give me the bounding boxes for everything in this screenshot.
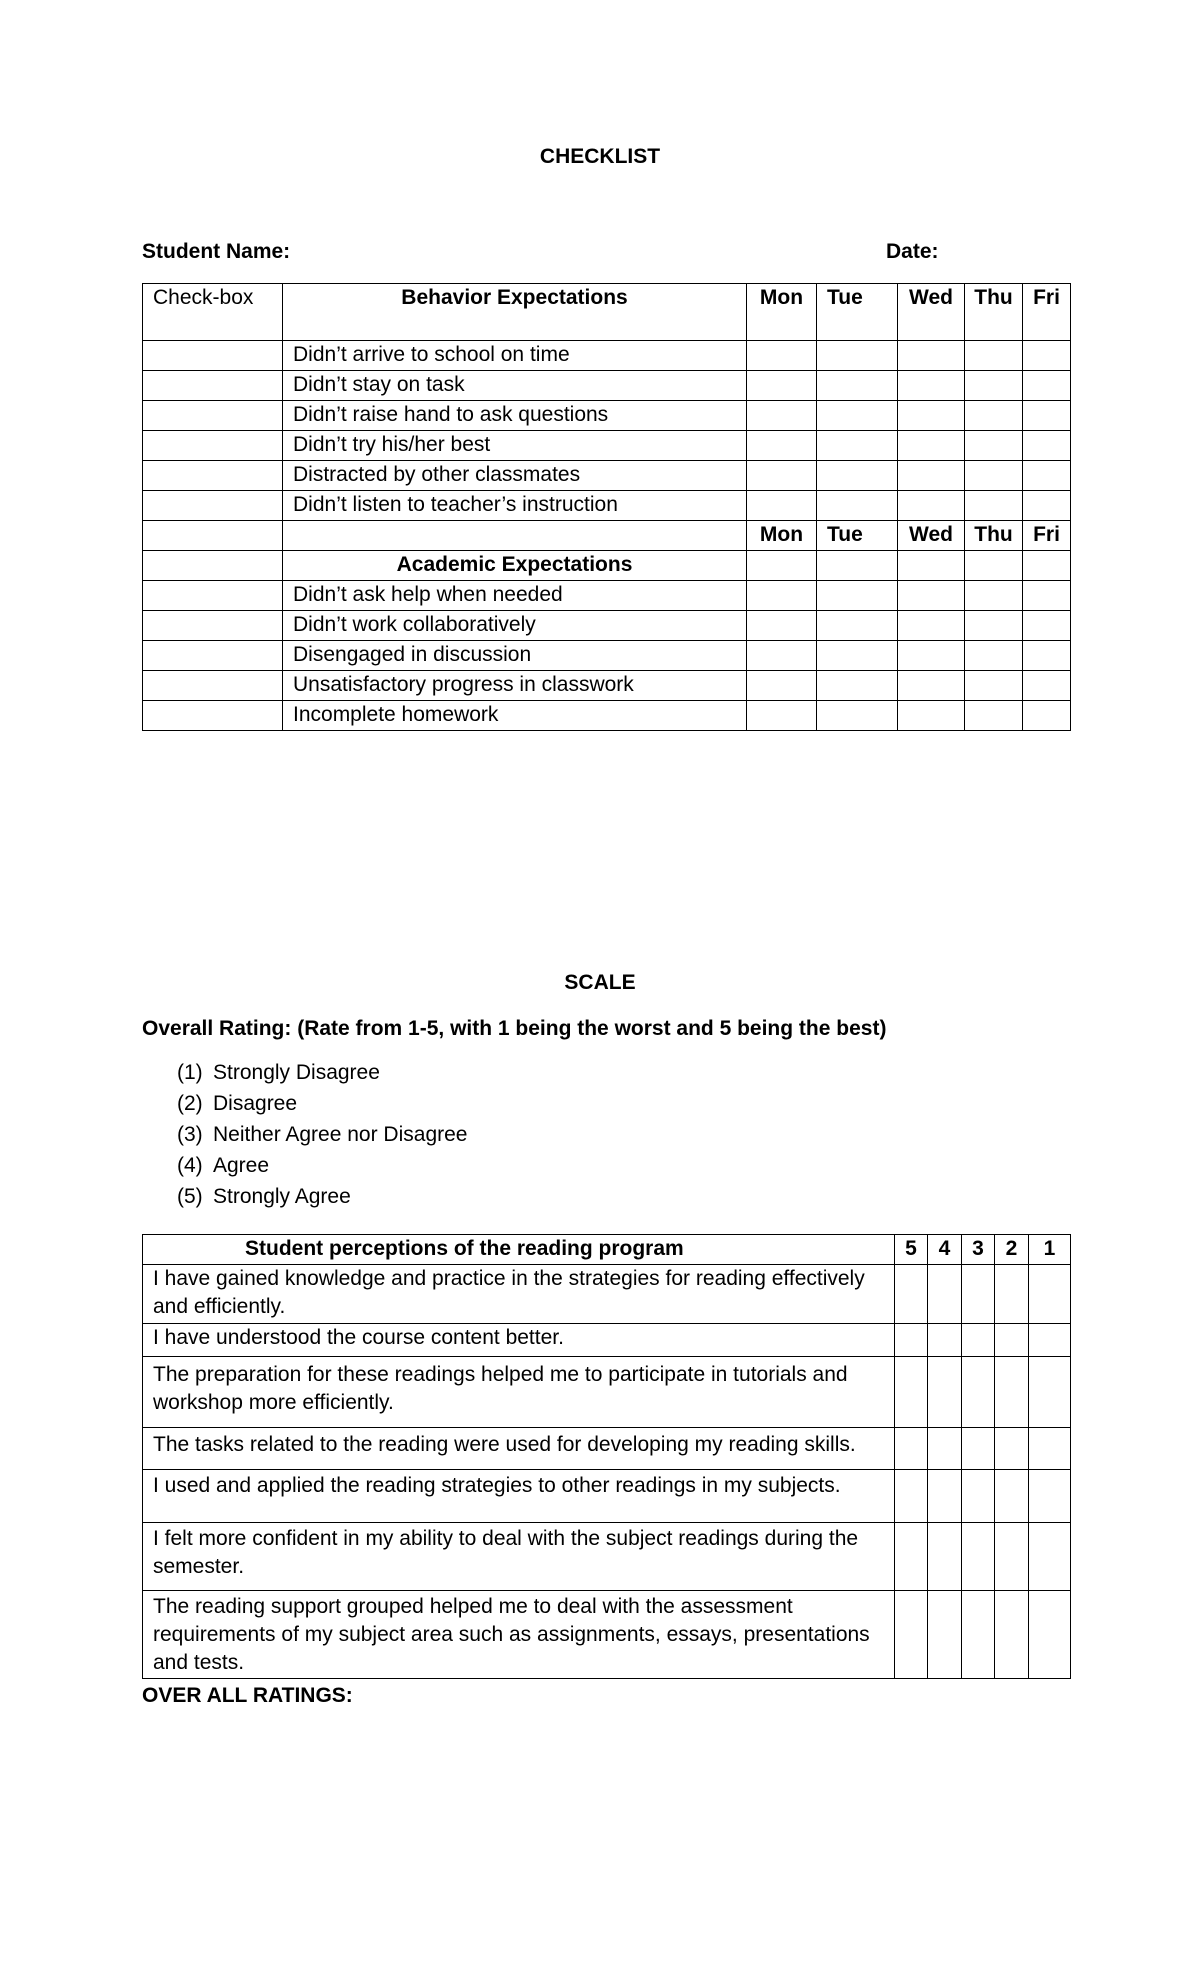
rating-cell[interactable] <box>962 1265 995 1324</box>
day-header-mon: Mon <box>747 284 817 341</box>
day-header-tue: Tue <box>817 284 898 341</box>
day-header-thu: Thu <box>965 521 1023 551</box>
rating-cell[interactable] <box>895 1523 928 1591</box>
rating-cell[interactable] <box>895 1324 928 1357</box>
rating-cell[interactable] <box>895 1591 928 1679</box>
day-cell[interactable] <box>1023 341 1071 371</box>
table-row <box>143 641 1071 671</box>
statement: I felt more confident in my ability to deal with the subject readings during the semester. <box>143 1523 895 1591</box>
table-row <box>143 1324 1071 1357</box>
checkbox-cell[interactable] <box>143 371 283 401</box>
day-cell[interactable] <box>817 641 898 671</box>
rating-cell[interactable] <box>962 1324 995 1357</box>
overall-ratings-label: OVER ALL RATINGS: <box>142 1684 353 1707</box>
rating-cell[interactable] <box>995 1265 1029 1324</box>
day-header-fri: Fri <box>1023 284 1071 341</box>
checklist-header-row <box>143 284 1071 341</box>
day-cell[interactable] <box>898 341 965 371</box>
day-cell[interactable] <box>965 671 1023 701</box>
rating-label: Strongly Agree <box>213 1185 351 1208</box>
rating-number: (3) <box>177 1123 203 1146</box>
list-item <box>177 1150 467 1181</box>
rating-cell[interactable] <box>1029 1523 1071 1591</box>
day-cell[interactable] <box>1023 701 1071 731</box>
day-header-wed: Wed <box>898 521 965 551</box>
table-row <box>143 1265 1071 1324</box>
table-row <box>143 1428 1071 1470</box>
day-cell[interactable] <box>1023 581 1071 611</box>
academic-item: Didn’t work collaboratively <box>283 611 747 641</box>
table-row <box>143 671 1071 701</box>
rating-col-2: 2 <box>995 1235 1029 1265</box>
rating-cell[interactable] <box>928 1428 962 1470</box>
day-cell[interactable] <box>747 401 817 431</box>
day-cell[interactable] <box>898 581 965 611</box>
day-cell[interactable] <box>965 371 1023 401</box>
day-cell[interactable] <box>965 581 1023 611</box>
statement: I used and applied the reading strategies to other readings in my subjects. <box>143 1470 895 1523</box>
day-cell[interactable] <box>898 431 965 461</box>
student-name-label: Student Name: <box>142 240 291 263</box>
day-cell[interactable] <box>817 611 898 641</box>
day-cell[interactable] <box>747 431 817 461</box>
checkbox-cell[interactable] <box>143 641 283 671</box>
perceptions-header-row <box>143 1235 1071 1265</box>
rating-cell[interactable] <box>895 1470 928 1523</box>
checkbox-cell[interactable] <box>143 701 283 731</box>
day-cell[interactable] <box>898 641 965 671</box>
rating-label: Neither Agree nor Disagree <box>213 1123 468 1146</box>
rating-cell[interactable] <box>895 1265 928 1324</box>
rating-label: Disagree <box>213 1092 298 1115</box>
rating-cell[interactable] <box>995 1523 1029 1591</box>
academic-item: Incomplete homework <box>283 701 747 731</box>
rating-number: (5) <box>177 1185 203 1208</box>
rating-cell[interactable] <box>995 1324 1029 1357</box>
day-cell[interactable] <box>817 461 898 491</box>
day-cell[interactable] <box>1023 641 1071 671</box>
day-cell[interactable] <box>898 551 965 581</box>
table-row <box>143 371 1071 401</box>
checkbox-cell[interactable] <box>143 581 283 611</box>
behavior-expectations-header: Behavior Expectations <box>283 284 747 341</box>
academic-days-row <box>143 521 1071 551</box>
day-cell[interactable] <box>1023 401 1071 431</box>
rating-cell[interactable] <box>928 1324 962 1357</box>
rating-cell[interactable] <box>928 1470 962 1523</box>
rating-col-5: 5 <box>895 1235 928 1265</box>
behavior-item: Didn’t try his/her best <box>283 431 747 461</box>
day-cell[interactable] <box>747 701 817 731</box>
rating-scale-list <box>177 1057 467 1212</box>
checkbox-cell[interactable] <box>143 461 283 491</box>
behavior-item: Distracted by other classmates <box>283 461 747 491</box>
checklist-table <box>142 283 1071 731</box>
academic-item: Didn’t ask help when needed <box>283 581 747 611</box>
rating-label: Strongly Disagree <box>213 1061 380 1084</box>
rating-number: (4) <box>177 1154 203 1177</box>
rating-cell[interactable] <box>995 1470 1029 1523</box>
academic-item: Unsatisfactory progress in classwork <box>283 671 747 701</box>
day-cell[interactable] <box>747 371 817 401</box>
day-cell[interactable] <box>898 371 965 401</box>
day-cell[interactable] <box>1023 671 1071 701</box>
rating-cell[interactable] <box>895 1428 928 1470</box>
day-header-mon: Mon <box>747 521 817 551</box>
rating-label: Agree <box>213 1154 270 1177</box>
table-row <box>143 1470 1071 1523</box>
date-label: Date: <box>886 240 939 263</box>
behavior-item: Didn’t stay on task <box>283 371 747 401</box>
rating-cell[interactable] <box>1029 1324 1071 1357</box>
statement: I have understood the course content better. <box>143 1324 895 1357</box>
statement: The preparation for these readings helped me to participate in tutorials and workshop more efficiently. <box>143 1357 895 1428</box>
academic-expectations-header: Academic Expectations <box>283 551 747 581</box>
table-row <box>143 431 1071 461</box>
day-cell[interactable] <box>1023 491 1071 521</box>
day-cell[interactable] <box>747 551 817 581</box>
rating-number: (2) <box>177 1092 203 1115</box>
day-cell[interactable] <box>898 611 965 641</box>
table-row <box>143 1357 1071 1428</box>
rating-cell[interactable] <box>995 1591 1029 1679</box>
day-cell[interactable] <box>965 491 1023 521</box>
rating-cell[interactable] <box>995 1357 1029 1428</box>
checkbox-cell[interactable] <box>143 341 283 371</box>
rating-cell[interactable] <box>928 1357 962 1428</box>
rating-cell[interactable] <box>1029 1591 1071 1679</box>
day-cell[interactable] <box>965 431 1023 461</box>
checkbox-cell[interactable] <box>143 491 283 521</box>
day-cell[interactable] <box>898 491 965 521</box>
rating-cell[interactable] <box>962 1591 995 1679</box>
day-header-thu: Thu <box>965 284 1023 341</box>
day-cell[interactable] <box>747 641 817 671</box>
overall-rating-instruction: Overall Rating: (Rate from 1-5, with 1 being the worst and 5 being the best) <box>142 1017 887 1040</box>
checkbox-cell[interactable] <box>143 401 283 431</box>
day-cell[interactable] <box>747 491 817 521</box>
day-cell[interactable] <box>817 671 898 701</box>
day-cell[interactable] <box>817 491 898 521</box>
table-row <box>143 491 1071 521</box>
day-cell[interactable] <box>898 461 965 491</box>
day-cell[interactable] <box>747 581 817 611</box>
rating-cell[interactable] <box>928 1591 962 1679</box>
day-cell[interactable] <box>898 671 965 701</box>
list-item <box>177 1119 467 1150</box>
day-cell[interactable] <box>1023 611 1071 641</box>
checkbox-cell[interactable] <box>143 611 283 641</box>
rating-cell[interactable] <box>895 1357 928 1428</box>
perceptions-table <box>142 1234 1071 1679</box>
checkbox-cell[interactable] <box>143 671 283 701</box>
day-cell[interactable] <box>817 341 898 371</box>
behavior-item: Didn’t arrive to school on time <box>283 341 747 371</box>
day-cell[interactable] <box>1023 461 1071 491</box>
day-cell[interactable] <box>747 611 817 641</box>
day-cell[interactable] <box>965 461 1023 491</box>
rating-col-3: 3 <box>962 1235 995 1265</box>
checklist-title: CHECKLIST <box>539 145 661 168</box>
day-cell[interactable] <box>817 701 898 731</box>
table-row <box>143 701 1071 731</box>
day-cell[interactable] <box>747 461 817 491</box>
rating-col-1: 1 <box>1029 1235 1071 1265</box>
perceptions-header: Student perceptions of the reading program <box>143 1235 895 1265</box>
rating-cell[interactable] <box>962 1428 995 1470</box>
day-cell[interactable] <box>965 401 1023 431</box>
day-cell[interactable] <box>747 671 817 701</box>
rating-cell[interactable] <box>1029 1470 1071 1523</box>
day-cell[interactable] <box>817 371 898 401</box>
list-item <box>177 1088 467 1119</box>
academic-item: Disengaged in discussion <box>283 641 747 671</box>
scale-title: SCALE <box>564 971 636 994</box>
table-row <box>143 611 1071 641</box>
day-cell[interactable] <box>965 701 1023 731</box>
list-item <box>177 1057 467 1088</box>
rating-cell[interactable] <box>1029 1428 1071 1470</box>
day-header-tue: Tue <box>817 521 898 551</box>
day-cell[interactable] <box>898 401 965 431</box>
day-header-wed: Wed <box>898 284 965 341</box>
day-cell[interactable] <box>817 551 898 581</box>
day-header-fri: Fri <box>1023 521 1071 551</box>
rating-cell[interactable] <box>962 1523 995 1591</box>
list-item <box>177 1181 467 1212</box>
rating-cell[interactable] <box>928 1523 962 1591</box>
day-cell[interactable] <box>965 611 1023 641</box>
day-cell[interactable] <box>965 551 1023 581</box>
rating-cell[interactable] <box>962 1357 995 1428</box>
table-row <box>143 401 1071 431</box>
table-row <box>143 1523 1071 1591</box>
day-cell[interactable] <box>747 341 817 371</box>
rating-cell[interactable] <box>962 1470 995 1523</box>
statement: The tasks related to the reading were used for developing my reading skills. <box>143 1428 895 1470</box>
day-cell[interactable] <box>1023 371 1071 401</box>
day-cell[interactable] <box>1023 551 1071 581</box>
table-row <box>143 581 1071 611</box>
checkbox-header: Check-box <box>143 284 283 341</box>
rating-cell[interactable] <box>995 1428 1029 1470</box>
checkbox-cell[interactable] <box>143 431 283 461</box>
rating-cell[interactable] <box>928 1265 962 1324</box>
rating-number: (1) <box>177 1061 203 1084</box>
academic-header-row <box>143 551 1071 581</box>
table-row <box>143 1591 1071 1679</box>
day-cell[interactable] <box>817 581 898 611</box>
day-cell[interactable] <box>817 431 898 461</box>
behavior-item: Didn’t raise hand to ask questions <box>283 401 747 431</box>
behavior-item: Didn’t listen to teacher’s instruction <box>283 491 747 521</box>
empty-cell <box>143 521 283 551</box>
rating-cell[interactable] <box>1029 1357 1071 1428</box>
empty-cell <box>283 521 747 551</box>
table-row <box>143 461 1071 491</box>
day-cell[interactable] <box>817 401 898 431</box>
table-row <box>143 341 1071 371</box>
empty-cell <box>143 551 283 581</box>
day-cell[interactable] <box>898 701 965 731</box>
day-cell[interactable] <box>965 341 1023 371</box>
rating-col-4: 4 <box>928 1235 962 1265</box>
day-cell[interactable] <box>1023 431 1071 461</box>
day-cell[interactable] <box>965 641 1023 671</box>
rating-cell[interactable] <box>1029 1265 1071 1324</box>
statement: The reading support grouped helped me to deal with the assessment requirements of my subject area such as assignments, essays, presentations and tests. <box>143 1591 895 1679</box>
statement: I have gained knowledge and practice in the strategies for reading effectively and efficiently. <box>143 1265 895 1324</box>
